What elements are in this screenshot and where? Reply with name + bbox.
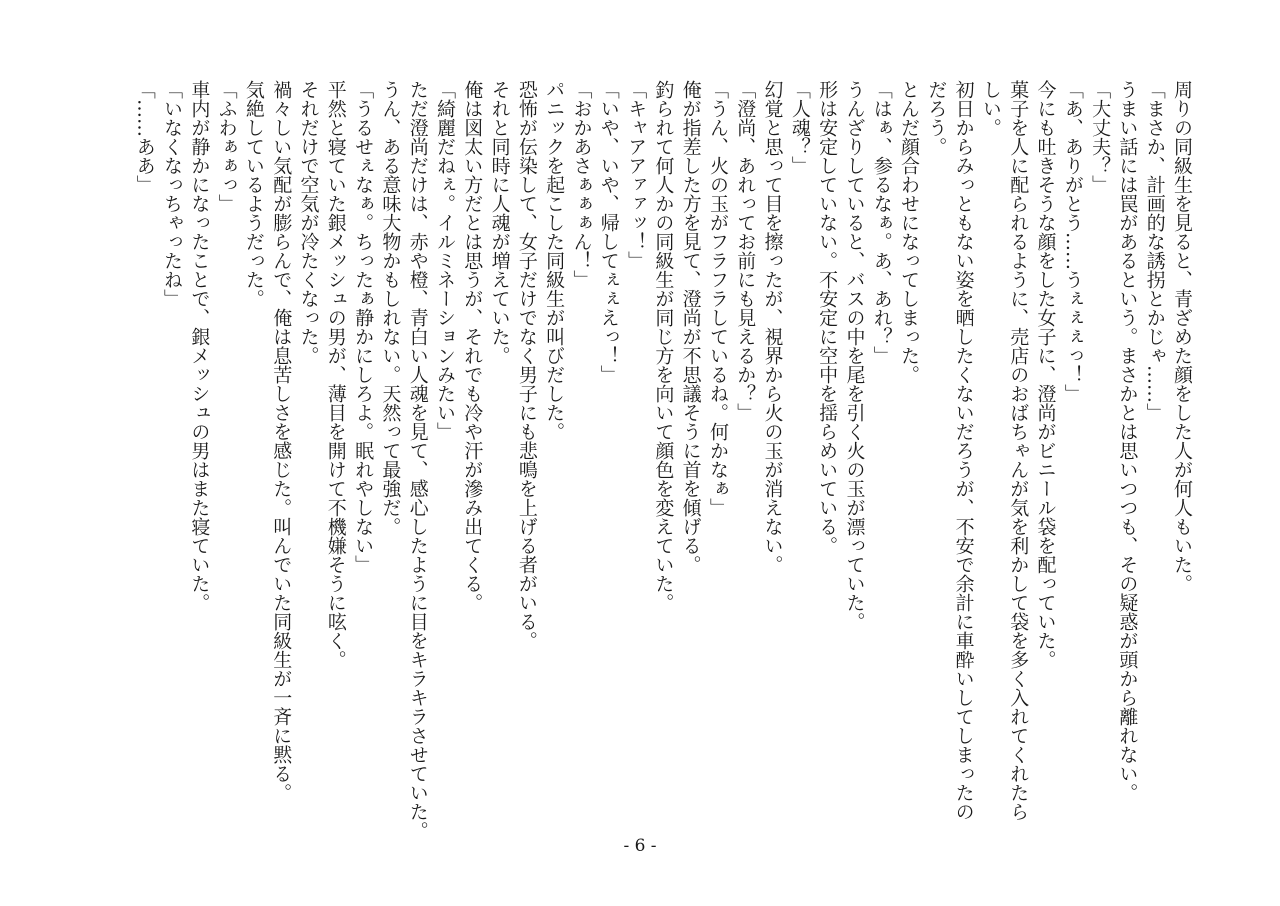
text-line: 「うるせぇなぁ。ちったぁ静かにしろよ。眠れやしない」 [352,80,375,574]
text-line: とんだ顔合わせになってしまった。 [898,80,921,384]
text-line: 「……ああ」 [133,80,156,194]
text-line: 禍々しい気配が膨らんで、俺は息苦しさを感じた。叫んでいた同級生が一斉に黙る。 [270,80,293,802]
text-line: ただ澄尚だけは、赤や橙、青白い人魂を見て、感心したように目をキラキラさせていた。 [406,80,429,840]
text-line: 「人魂？」 [788,80,811,175]
text-line: 「あ、ありがとう……うぇぇぇっ！」 [1061,80,1084,403]
text-line: 「いや、いや、帰してぇぇえっ！」 [597,80,620,384]
text-line: 「キャアアァァッ！」 [625,80,648,270]
text-line: 「綺麗だねぇ。イルミネーションみたい」 [433,80,456,441]
text-line: うまい話には罠があるという。まさかとは思いつつも、その疑惑が頭から離れない。 [1116,80,1139,802]
text-line: 周りの同級生を見ると、青ざめた顔をした人が何人もいた。 [1171,80,1193,593]
text-line: 幻覚と思って目を擦ったが、視界から火の玉が消えない。 [761,80,784,574]
text-line: 恐怖が伝染して、女子だけでなく男子にも悲鳴を上げる者がいる。 [515,80,538,650]
text-line: 形は安定していない。不安定に空中を揺らめいている。 [816,80,839,555]
text-line: 車内が静かになったことで、銀メッシュの男はまた寝ていた。 [188,80,211,612]
text-line: 俺が指差した方を見て、澄尚が不思議そうに首を傾げる。 [679,80,702,574]
text-line: 初日からみっともない姿を晒したくないだろうが、不安で余計に車酔いしてしまったの [952,80,975,821]
text-line: 菓子を人に配られるように、売店のおばちゃんが気を利かして袋を多く入れてくれたら [1007,80,1030,821]
text-line: 「ふわぁぁっ」 [215,80,238,213]
text-line: 「まさか、計画的な誘拐とかじゃ……」 [1143,80,1166,422]
text-line: 気絶しているようだった。 [242,80,265,308]
page-number: - 6 - [623,836,657,856]
text-line: しい。 [979,80,1002,137]
text-line: それと同時に人魂が増えていた。 [488,80,511,365]
text-line: 平然と寝ていた銀メッシュの男が、薄目を開けて不機嫌そうに呟く。 [324,80,347,669]
text-line: だろう。 [925,80,948,156]
text-line: うんざりしていると、バスの中を尾を引く火の玉が漂っていた。 [843,80,866,631]
text-line: それだけで空気が冷たくなった。 [297,80,320,365]
text-line: パニックを起こした同級生が叫びだした。 [543,80,566,441]
text-line: 俺は図太い方だとは思うが、それでも冷や汗が滲み出てくる。 [461,80,484,612]
text-line: 「大丈夫？」 [1089,80,1112,194]
text-line: 「うん、火の玉がフラフラしているね。何かなぁ」 [706,80,729,517]
text-line: 「澄尚、あれってお前にも見えるか？」 [734,80,757,422]
text-line: 「はぁ、参るなぁ。あ、あれ？」 [870,80,893,365]
text-line: 「いなくなっちゃったね」 [161,80,184,308]
text-line: 釣られて何人かの同級生が同じ方を向いて顔色を変えていた。 [652,80,675,612]
text-line: 「おかあさぁぁぁん！」 [570,80,593,289]
text-line: 今にも吐きそうな顔をした女子に、澄尚がビニール袋を配っていた。 [1034,80,1057,669]
text-line: うん、ある意味大物かもしれない。天然って最強だ。 [379,80,402,536]
vertical-text-body [95,80,1195,840]
